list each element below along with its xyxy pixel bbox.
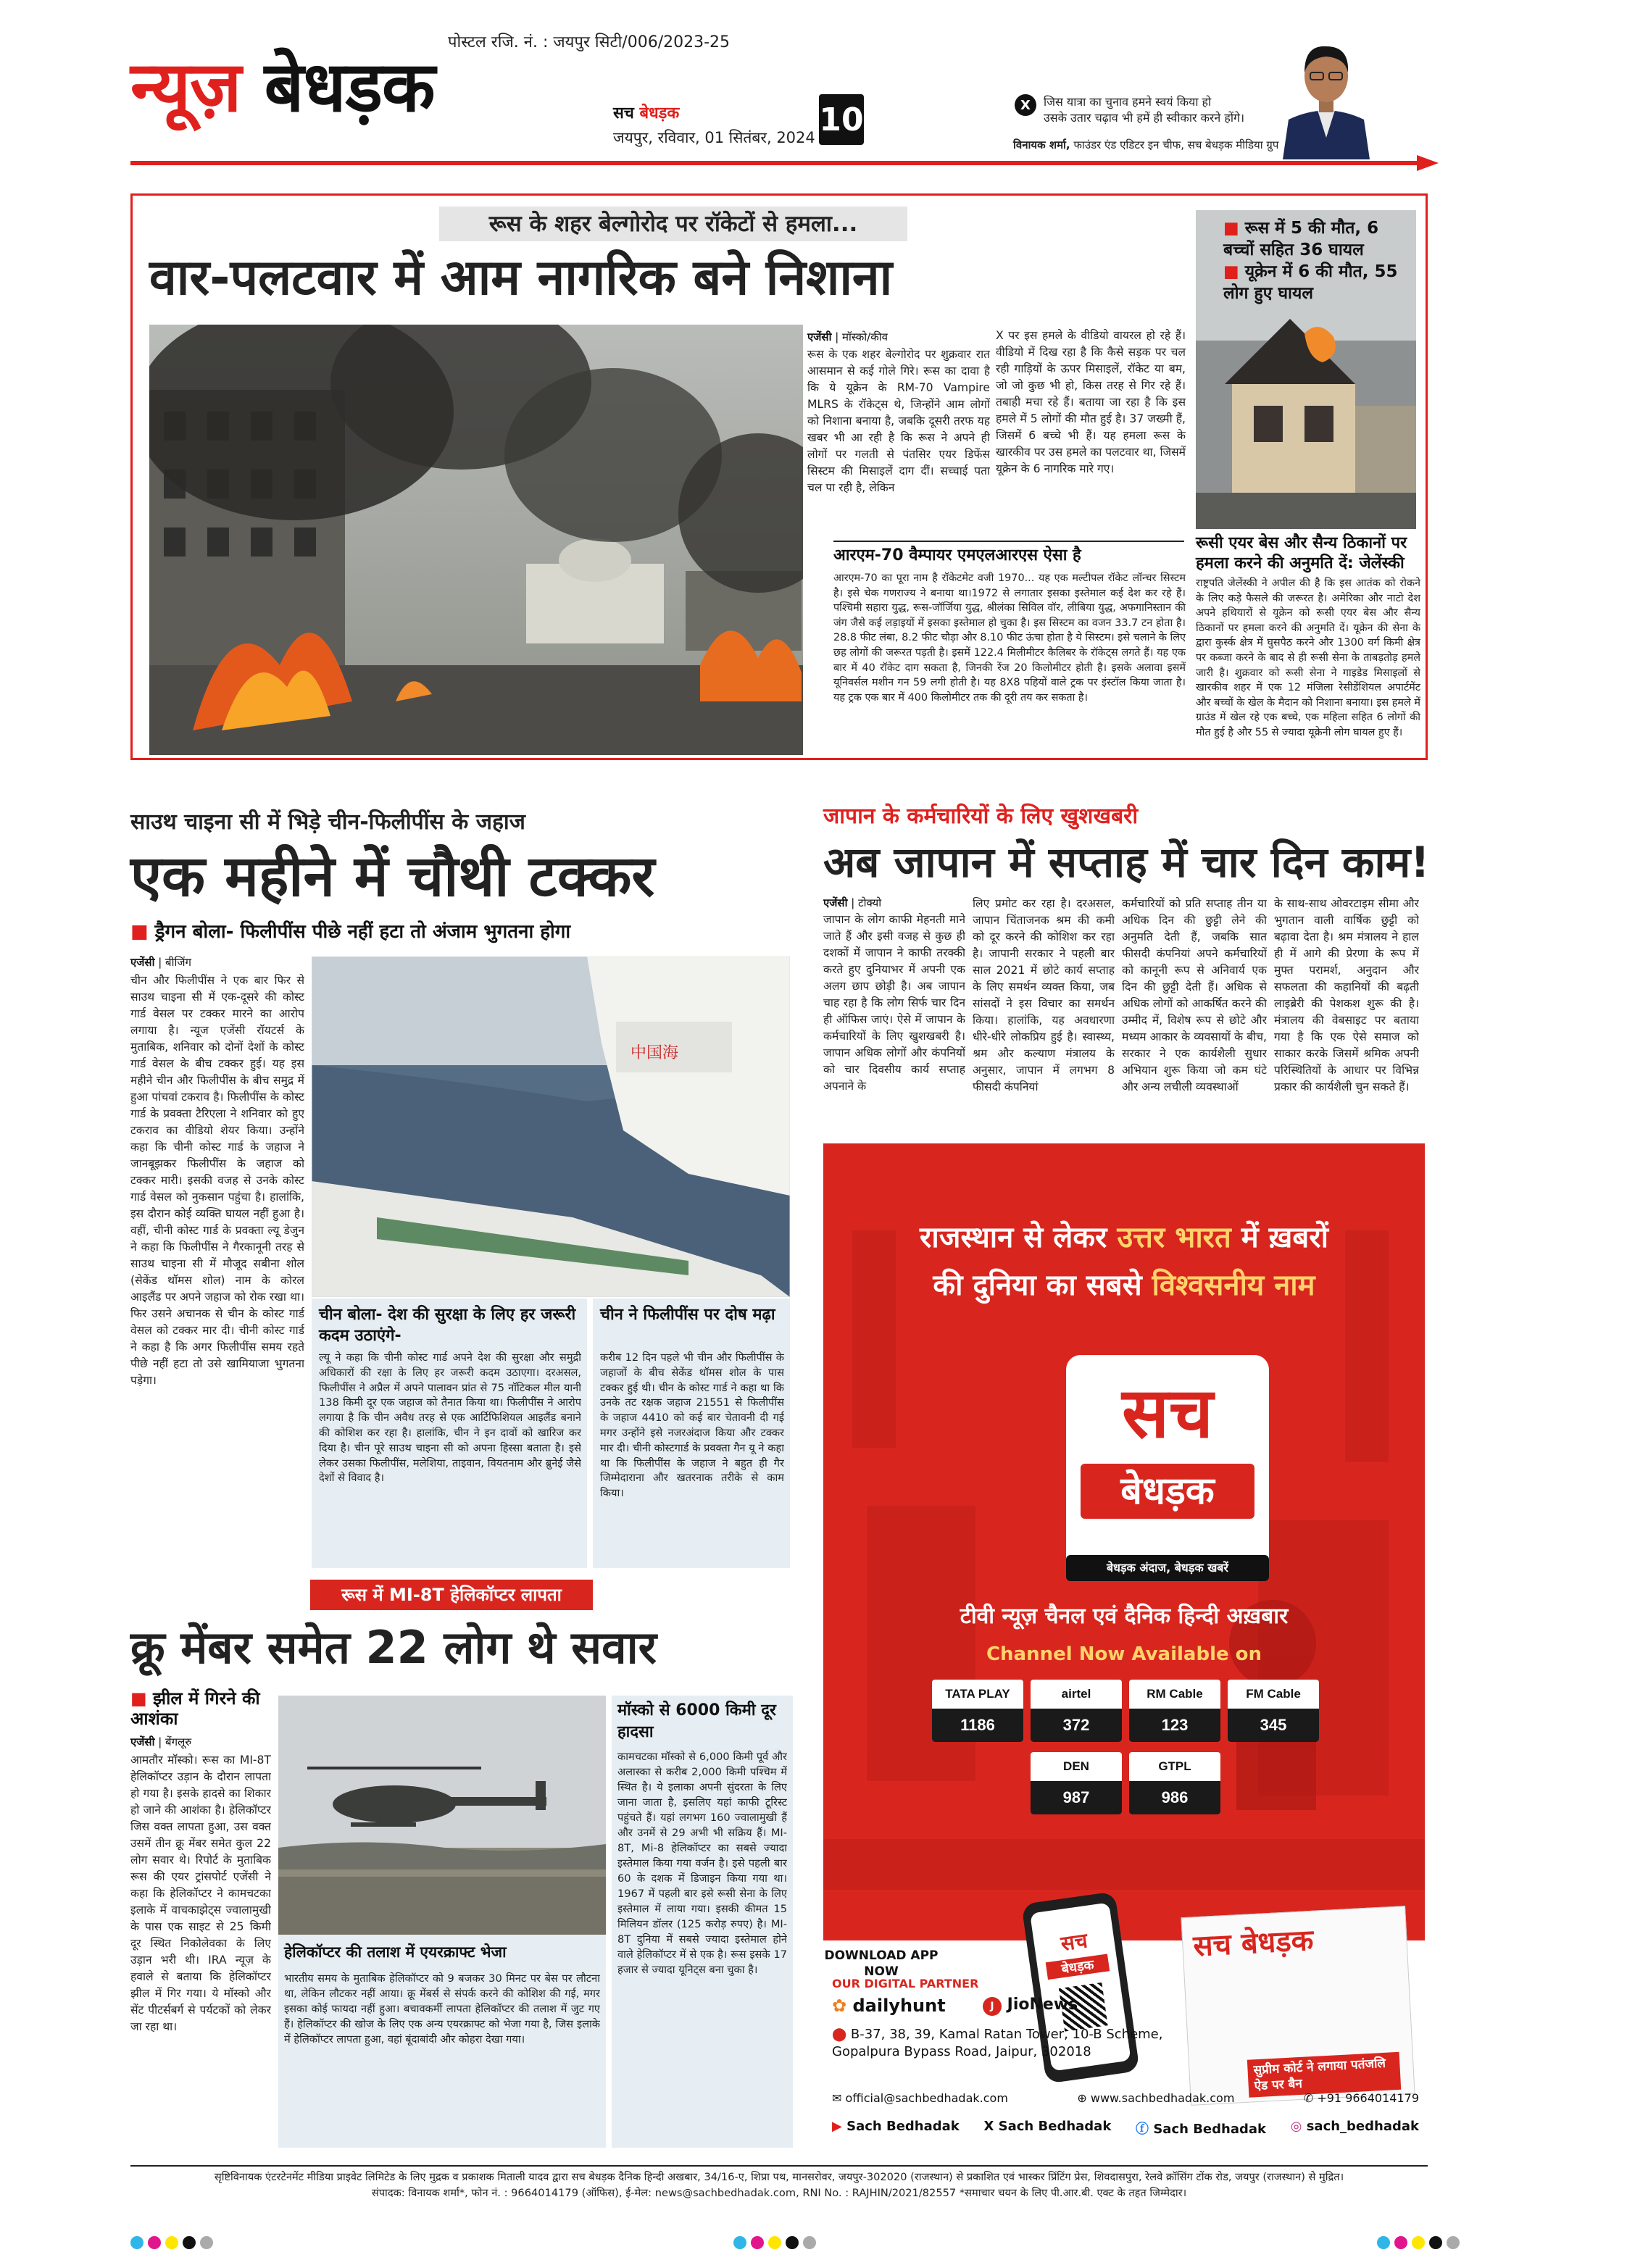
registration-dots-left: [130, 2236, 217, 2252]
channel-card: [1129, 1752, 1220, 1814]
ad-download-label: DOWNLOAD APP NOW: [824, 1948, 939, 1979]
heli-box-text: कामचटका मॉस्को से 6,000 किमी पूर्व और अलास्का से करीब 2,000 किमी पश्चिम में स्थित है। ये इलाका अपनी सुंदरता के लिए जाना जाता है, इसलिए यहां काफी टूरिस्ट पहुंचते हैं। यहां लगभग 160 ज्वालामुखी हैं और उनमें से 29 अभी भी सक्रिय हैं। MI-8T, Mi-8 हेलिकॉप्टर का सबसे ज्यादा इस्तेमाल किया गया वर्जन है। इसे पहली बार 60 के दशक में डिजाइन किया गया था। 1967 में पहली बार इसे रूसी सेना के लिए इस्तेमाल में लाया गया। इसकी कीमत 15 मिलियन डॉलर (125 करोड़ रुपए) है। MI-8T दुनिया में सबसे ज्यादा इस्तेमाल होने वाले हेलिकॉप्टर में से एक है। रूस इसके 17 हजार से ज्यादा यूनिट्स बना चुका है।: [617, 1751, 787, 1976]
editor-name: विनायक शर्मा,: [1013, 138, 1070, 151]
imprint-line-1: सृष्टिविनायक एंटरटेनमेंट मीडिया प्राइवेट लिमिटेड के लिए मुद्रक व प्रकाशक मिताली यादव द्वारा सच बेधड़क दैनिक हिन्दी अखबार, 34/16-ए, शिप्रा पथ, मानसरोवर, जयपुर-302020 (राजस्थान) से प्रकाशित एवं भास्कर प्रिंटिंग प्रेस, शिवदासपुरा, रेलवे क्रॉसिंग टोंक रोड, जयपुर (राजस्थान) से मुद्रित।: [214, 2171, 1344, 2183]
channel-name: airtel: [1061, 1687, 1091, 1701]
editor-quote: [1044, 94, 1244, 126]
youtube-icon: ▶: [832, 2119, 847, 2134]
ad-newspaper-mockup: [1181, 1906, 1415, 2106]
phone-contact: [1304, 2091, 1419, 2105]
tagline-word-2: बेधड़क: [639, 104, 680, 122]
channel-card: [1031, 1752, 1122, 1814]
email-contact: [832, 2091, 1008, 2105]
facebook-text: Sach Bedhadak: [1153, 2122, 1266, 2137]
heli-subhead-text: झील में गिरने की आशंका: [130, 1688, 260, 1729]
casualty-point-2: ■ यूक्रेन में 6 की मौत, 55 लोग हुए घायल: [1223, 262, 1398, 303]
registration-dots-right: [1377, 2236, 1464, 2252]
youtube-handle: [832, 2119, 960, 2138]
zelensky-box-text: राष्ट्रपति जेलेंस्की ने अपील की है कि इस आतंक को रोकने के लिए कड़े फैसले की जरूरत है। अमेरिका और नाटो देश अपने हथियारों से यूक्रेन को रूसी एयर बेस और सैन्य ठिकानों पर हमला करने की अनुमति दें। यूक्रेन की सेना के द्वारा कुर्स्क क्षेत्र में घुसपैठ करने और 1300 वर्ग किमी क्षेत्र पर कब्जा करने के बाद से ही रूसी सेना के ताबड़तोड़ हमले जारी है। शुक्रवार को रूसी सेना ने गाइडेड मिसाइलों से खारकीव शहर में एक 12 मंजिला रेसीडेंशियल अपार्टमेंट और बच्चों के खेल के मैदान को निशाना बनाया। इस हमले में ग्राउंड में खेल रहे एक बच्चे, एक महिला सहित 6 लोगों की मौत हुई है और 55 से ज्यादा यूक्रेनी लोग घायल हुए हैं।: [1196, 578, 1420, 738]
channel-number: 372: [1031, 1709, 1122, 1742]
editor-photo: [1283, 29, 1370, 159]
dateline-place: | टोक्यो: [851, 896, 882, 909]
china-headline: एक महीने में चौथी टक्कर: [130, 844, 655, 909]
zelensky-box-title: रूसी एयर बेस और सैन्य ठिकानों पर हमला करने की अनुमति दें: जेलेंस्की: [1196, 534, 1407, 572]
japan-headline: अब जापान में सप्ताह में चार दिन काम!: [823, 838, 1430, 887]
ad-partner-label: OUR DIGITAL PARTNER: [832, 1977, 979, 1990]
yellow-dot: [1412, 2236, 1425, 2249]
japan-kicker: जापान के कर्मचारियों के लिए खुशखबरी: [823, 804, 1139, 829]
casualty-point-2-text: यूक्रेन में 6 की मौत, 55 लोग हुए घायल: [1223, 262, 1398, 303]
dateline-agency: एजेंसी: [823, 896, 848, 909]
x-text: Sach Bedhadak: [998, 2119, 1112, 2134]
grey-dot: [200, 2236, 213, 2249]
dateline-place: | मॉस्को/कीव: [835, 330, 888, 343]
issue-date: जयपुर, रविवार, 01 सितंबर, 2024: [613, 129, 815, 146]
russia-column-2: X पर इस हमले के वीडियो वायरल हो रहे हैं। वीडियो में दिख रहा है कि कैसे सड़क पर चल रही गाड़ियों के ऊपर मिसाइलें, रॉकेट या बम, जो जो कुछ भी हो, किस तरह से गिर रहे हैं। तबाही मचा रहे हैं। बताया जा रहा है कि इस हमले में 5 लोगों की मौत हुई है। 37 जख्मी हैं, जिसमें 6 बच्चे भी हैं। यह हमला रूस के खारकीव पर उस हमले का पलटवार था, जिसमें यूक्रेन के 6 नागरिक मारे गए।: [996, 329, 1186, 475]
tagline: [613, 101, 679, 123]
instagram-text: sach_bedhadak: [1306, 2119, 1419, 2134]
grey-dot: [1447, 2236, 1460, 2249]
china-column: चीन और फिलीपींस ने एक बार फिर से साउथ चाइना सी में एक-दूसरे की कोस्ट गार्ड वेसल पर टक्कर मारने का आरोप लगाया है। न्यूज एजेंसी रॉयटर्स के मुताबिक, शनिवार को दोनों देशों के कोस्ट गार्ड वेसल के बीच टक्कर हुई। यह इस महीने चीन और फिलीपींस के बीच समुद्र में हुआ पांचवां टकराव है। फिलीपींस के कोस्ट गार्ड के प्रवक्ता टैरिएला ने शनिवार को हुए टकराव का वीडियो शेयर किया। उन्होंने कहा कि चीनी कोस्ट गार्ड के जहाज ने जानबूझकर फिलीपींस के जहाज को टक्कर मारी। इसकी वजह से उनके कोस्ट गार्ड वेसल को नुकसान पहुंचा है। हालांकि, इस दौरान कोई व्यक्ति घायल नहीं हुआ है। वहीं, चीनी कोस्ट गार्ड के प्रवक्ता ल्यू डेजुन ने कहा कि फिलीपींस ने गैरकानूनी तरह से साउथ चाइना सी में मौजूद सबीना शोल (सेकेंड थॉमस शोल) नाम के कोरल आइलैंड पर अपने जहाज को रोक रखा था। फिर उसने अचानक से चीन के कोस्ट गार्ड वेसल को टक्कर मार दी। चीनी कोस्ट गार्ड ने कहा है कि अगर फिलीपींस समय रहते पीछे नहीं हटा तो उसे खामियाजा भुगतना पड़ेगा।: [130, 974, 304, 1387]
x-handle: [984, 2119, 1112, 2138]
japan-column-3: कर्मचारियों को प्रति सप्ताह तीन या अधिक दिन की छुट्टी लेने की अनुमति देती हैं, जबकि सात फीसदी कंपनियां अपने कर्मचारियों को कानूनी रूप से अनिवार्य एक दिन की छुट्टी देती हैं। अधिक से अधिक लोगों को आकर्षित करने की उम्मीद में, विशेष रूप से छोटे और मध्यम आकार के व्यवसायों के बीच, सरकार ने एक कार्यशैली सुधार अभियान शुरू किया जो कम घंटे और अन्य लचीली व्यवस्थाओं: [1122, 897, 1267, 1093]
ad-partner-dailyhunt: [832, 1996, 946, 2016]
sach-bedhadak-advertisement: [823, 1143, 1425, 2148]
cyan-dot: [1377, 2236, 1390, 2249]
paper-mockup-headline: सुप्रीम कोर्ट ने लगाया पतंजलि ऐड पर बैन: [1247, 2052, 1401, 2098]
channel-card: [932, 1680, 1023, 1742]
paper-mockup-title: सच बेधड़क: [1192, 1923, 1315, 1964]
channel-card: [1129, 1680, 1220, 1742]
editor-credit: [1013, 138, 1278, 152]
editor-title: फाउंडर एंड एडिटर इन चीफ, सच बेधड़क मीडिया ग्रुप: [1073, 138, 1279, 151]
phone-text: +91 9664014179: [1317, 2091, 1419, 2105]
website-text: www.sachbedhadak.com: [1090, 2091, 1235, 2105]
ad-line-2-part-a: की दुनिया का सबसे: [933, 1269, 1142, 1302]
ad-line-1-part-b: उत्तर भारत: [1117, 1221, 1231, 1254]
casualty-point-1-text: रूस में 5 की मौत, 6 बच्चों सहित 36 घायल: [1223, 219, 1379, 259]
channel-name: TATA PLAY: [945, 1687, 1010, 1701]
ad-line-1-part-c: में ख़बरों: [1241, 1221, 1328, 1254]
logo-part-news: न्यूज़: [130, 46, 241, 128]
magenta-dot: [751, 2236, 764, 2249]
youtube-text: Sach Bedhadak: [846, 2119, 960, 2134]
masthead-rule: [130, 161, 1428, 165]
phone-logo-top: सच: [1059, 1928, 1089, 1956]
china-box-1-title: चीन बोला- देश की सुरक्षा के लिए हर जरूरी कदम उठाएंगे-: [319, 1306, 576, 1345]
pen-nib-icon: [1417, 155, 1439, 171]
address-text: B-37, 38, 39, Kamal Ratan Tower, 10-B Scheme, Gopalpura Bypass Road, Jaipur, 302018: [832, 2027, 1163, 2059]
japan-dateline: [823, 896, 881, 910]
heli-box-title: मॉस्को से 6000 किमी दूर हादसा: [617, 1701, 776, 1741]
cyan-dot: [130, 2236, 143, 2249]
dailyhunt-icon: ✿: [832, 1996, 847, 2016]
ad-description: टीवी न्यूज़ चैनल एवं दैनिक हिन्दी अख़बार: [960, 1604, 1289, 1629]
partner-1-name: dailyhunt: [852, 1996, 946, 2016]
ship-collision-photo: [312, 956, 790, 1297]
channel-name: GTPL: [1158, 1759, 1191, 1773]
casualty-point-1: ■ रूस में 5 की मौत, 6 बच्चों सहित 36 घायल: [1223, 219, 1379, 259]
dateline-agency: एजेंसी: [130, 956, 155, 969]
jionews-icon: J: [983, 1997, 1002, 2016]
channel-card: [1228, 1680, 1319, 1742]
helicopter-photo: [278, 1696, 606, 1935]
page-number: 10: [819, 94, 864, 145]
quote-line-2: उसके उतार चढ़ाव भी हमें ही स्वीकार करने होंगे।: [1044, 111, 1245, 125]
dateline-agency: एजेंसी: [807, 330, 832, 343]
china-subhead-text: ड्रैगन बोला- फिलीपींस पीछे नहीं हटा तो अंजाम भुगतना होगा: [154, 921, 571, 943]
svg-text:中国海: 中国海: [631, 1044, 679, 1062]
facebook-icon: ⓕ: [1136, 2122, 1154, 2137]
channel-card: [1031, 1680, 1122, 1742]
russia-attack-photo: [149, 325, 803, 755]
black-dot: [786, 2236, 799, 2249]
china-subhead: ■ ड्रैगन बोला- फिलीपींस पीछे नहीं हटा तो अंजाम भुगतना होगा: [130, 921, 571, 943]
ad-line-1-part-a: राजस्थान से लेकर: [920, 1221, 1107, 1254]
russia-dateline: [807, 330, 888, 344]
heli-dateline: [130, 1735, 191, 1749]
x-logo-icon: X: [1015, 94, 1036, 116]
heli-subhead: ■ झील में गिरने की आशंका: [130, 1688, 260, 1729]
ad-logo-bottom: बेधड़क: [1081, 1464, 1254, 1519]
mail-icon: ✉: [832, 2091, 846, 2105]
partner-2-name: JioNews: [1007, 1996, 1078, 2014]
russia-casualty-points: [1223, 217, 1412, 304]
channel-number: 1186: [932, 1709, 1023, 1742]
phone-icon: ✆: [1303, 2091, 1318, 2105]
dateline-agency: एजेंसी: [130, 1735, 155, 1748]
quote-line-1: जिस यात्रा का चुनाव हमने स्वयं किया हो: [1044, 95, 1212, 109]
instagram-handle: [1291, 2119, 1419, 2138]
ad-contact-row: [832, 2091, 1419, 2105]
channel-number: 123: [1129, 1709, 1220, 1742]
rm70-box-title: आरएम-70 वैम्पायर एमएलआरएस ऐसा है: [833, 546, 1081, 564]
channel-number: 345: [1228, 1709, 1319, 1742]
postal-registration: पोस्टल रजि. नं. : जयपुर सिटी/006/2023-25: [448, 33, 731, 51]
website-contact: [1077, 2091, 1234, 2105]
magenta-dot: [1394, 2236, 1407, 2249]
imprint-line-2: संपादक: विनायक शर्मा*, फोन नं. : 9664014179 (ऑफिस), ई-मेल: news@sachbedhadak.com, RNI No. : RAJHIN/2021/82557 *समाचार चयन के लिए पी.आर.बी. एक्ट के तहत जिम्मेदार।: [371, 2187, 1187, 2199]
china-box-1-text: ल्यू ने कहा कि चीनी कोस्ट गार्ड अपने देश की सुरक्षा और समुद्री अधिकारों की रक्षा के लिए हर जरूरी कदम उठाएगा। दरअसल, फिलीपींस ने अप्रैल में अपने पालावन प्रांत से 75 नॉटिकल मील यानी 138 किमी दूर एक जहाज को तैनात किया था। फिलीपींस ने आरोप लगाया है कि चीन अवैध तरह से एक आर्टिफिशियल आइलैंड बनाने की कोशिश कर रहा है। हालांकि, चीन ने इन दावों को खारिज कर दिया है। चीन पूरे साउथ चाइना सी को अपना हिस्सा बताता है। इसे लेकर उसका फिलीपींस, मलेशिया, ताइवान, वियतनाम और ब्रुनेई जैसे देशों से विवाद है।: [319, 1351, 581, 1485]
russia-kicker: रूस के शहर बेल्गोरोद पर रॉकेटों से हमला...: [439, 207, 907, 241]
yellow-dot: [165, 2236, 178, 2249]
ad-headline-line-2: [823, 1264, 1425, 1307]
rm70-box-text: आरएम-70 का पूरा नाम है रॉकेटमेट वजी 1970... यह एक मल्टीपल रॉकेट लॉन्चर सिस्टम है। इसे चेक गणराज्य ने बनाया था।1972 से लगातार इसका इस्तेमाल कई देश कर रहे हैं। पश्चिमी सहारा युद्ध, रूस-जॉर्जिया युद्ध, श्रीलंका सिविल वॉर, लीबिया युद्ध, अफगानिस्तान की जंग जैसे कई लड़ाइयों में इसका इस्तेमाल हो चुका है। इस सिस्टम का वजन 33.7 टन होता है। 28.8 फीट लंबा, 8.2 फीट चौड़ा और 8.10 फीट ऊंचा होता है ये सिस्टम। इसे चलाने के लिए छह लोगों की जरूरत पड़ती है। इसमें 122.4 मिलीमीटर कैलिबर के रॉकेट्स लगते हैं। यह एक बार में 40 रॉकेट दाग सकता है, जिनकी रेंज 20 किलोमीटर होती है। इसके अलावा इसमें यूनिवर्सल मशीन गन 59 लगी होती है। यह 8X8 पहियों वाले ट्रक पर इंस्टॉल किया जाता है। यह ट्रक एक बार में 400 किलोमीटर तक की दूरी तय कर सकता है।: [833, 572, 1186, 704]
china-kicker: साउथ चाइना सी में भिड़े चीन-फिलीपींस के जहाज: [130, 809, 525, 835]
heli-caption-title: हेलिकॉप्टर की तलाश में एयरक्राफ्ट भेजा: [284, 1943, 507, 1961]
japan-column-1: जापान के लोग काफी मेहनती माने जाते हैं और इसी वजह से कुछ ही दशकों में जापान ने काफी तरक्की करते हुए दुनियाभर में अपनी एक अलग छाप छोड़ी है। अब जापान चाह रहा है कि लोग सिर्फ चार दिन ही ऑफिस जाएं। ऐसे में जापान के कर्मचारियों के लिए खुशखबरी है। जापान अधिक लोगों और कंपनियों को चार दिवसीय कार्य सप्ताह अपनाने के: [823, 913, 965, 1093]
footer-rule: [130, 2165, 1428, 2167]
channel-number: 987: [1031, 1781, 1122, 1814]
china-box-2-text: करीब 12 दिन पहले भी चीन और फिलीपींस के जहाजों के बीच सेकेंड थॉमस शोल के पास टक्कर हुई थी। चीन के कोस्ट गार्ड ने कहा था कि उनके तट रक्षक जहाज 21551 से फिलीपींस के जहाज 4410 को कई बार चेतावनी दी गई मगर उन्होंने इसे नजरअंदाज किया और टक्कर मार दी। चीनी कोस्टगार्ड के प्रवक्ता गैन यू ने कहा था कि फिलीपींस के जहाज ने बहुत ही गैर जिम्मेदाराना और खतरनाक तरीके से काम किया।: [600, 1351, 784, 1500]
ad-address: [832, 2026, 1173, 2061]
ad-channel-header: Channel Now Available on: [986, 1643, 1262, 1665]
ad-partner-jionews: [983, 1996, 1078, 2016]
black-dot: [183, 2236, 196, 2249]
registration-dots-center: [733, 2236, 820, 2252]
russia-column-1: रूस के एक शहर बेल्गोरोद पर शुक्रवार रात आसमान से कई गोले गिरे। रूस का दावा है कि ये यूक्रेन के RM-70 Vampire MLRS के रॉकेट्स थे, जिन्होंने आम लोगों को निशाना बनाया है, जबकि दूसरी तरफ यह खबर भी आ रही है कि रूस ने अपने ही लोगों पर गलती से पंतसिर एयर डिफेंस सिस्टम की मिसाइलें दाग दीं। सच्चाई पता चल पा रही है, लेकिन: [807, 348, 990, 494]
ad-logo-tagline: बेधड़क अंदाज, बेधड़क खबरें: [1066, 1555, 1269, 1581]
japan-column-2: लिए प्रमोट कर रहा है। दरअसल, जापान चिंताजनक श्रम की कमी को दूर करने की कोशिश कर रहा है। जापानी सरकार ने पहली बार साल 2021 में छोटे कार्य सप्ताह के लिए समर्थन व्यक्त किया, जब सांसदों ने इस विचार का समर्थन किया। हालांकि, यह अवधारणा धीरे-धीरे लोकप्रिय हुई है। स्वास्थ्य, श्रम और कल्याण मंत्रालय के अनुसार, जापान में लगभग 8 फीसदी कंपनियां: [973, 897, 1115, 1093]
tagline-word-1: सच: [613, 104, 634, 122]
ad-line-2-part-b: विश्वसनीय नाम: [1152, 1269, 1315, 1302]
magenta-dot: [148, 2236, 161, 2249]
dateline-place: | बीजिंग: [158, 956, 191, 969]
facebook-handle: [1136, 2119, 1266, 2138]
channel-name: FM Cable: [1246, 1687, 1301, 1701]
dateline-place: | बेंगलूरु: [158, 1735, 192, 1748]
logo-part-bedhadak: बेधड़क: [264, 46, 435, 128]
russia-headline: वार-पलटवार में आम नागरिक बने निशाना: [149, 249, 893, 307]
channel-name: DEN: [1063, 1759, 1089, 1773]
rm70-box-rule: [833, 541, 1184, 542]
heli-headline: क्रू मेंबर समेत 22 लोग थे सवार: [130, 1621, 657, 1674]
yellow-dot: [768, 2236, 781, 2249]
globe-icon: ⊕: [1077, 2091, 1091, 2105]
japan-column-4: के साथ-साथ ओवरटाइम सीमा और भुगतान वाली वार्षिक छुट्टी को बढ़ावा देता है। श्रम मंत्रालय ने हाल ही में आगे की प्रेरणा के रूप में मुफ्त परामर्श, अनुदान और सफलता की कहानियों की बढ़ती लाइब्रेरी की पेशकश शुरू की है। मंत्रालय की वेबसाइट पर बताया गया है कि एक ऐसे समाज को साकार करके जिसमें श्रमिक अपनी परिस्थितियों के आधार पर विभिन्न प्रकार की कार्यशैली चुन सकते हैं।: [1274, 897, 1419, 1093]
ad-logo-top: सच: [1122, 1372, 1213, 1454]
phone-logo-bottom: बेधड़क: [1046, 1954, 1110, 1980]
heli-kicker: रूस में MI-8T हेलिकॉप्टर लापता: [310, 1580, 593, 1610]
heli-column: आमतौर मॉस्को। रूस का MI-8T हेलिकॉप्टर उड़ान के दौरान लापता हो गया है। इसके हादसे का शिकार हो जाने की आशंका है। हेलिकॉप्टर जिस वक्त लापता हुआ, उस वक्त उसमें तीन क्रू मेंबर समेत कुल 22 लोग सवार थे। रिपोर्ट के मुताबिक रूस की एयर ट्रांसपोर्ट एजेंसी ने कहा कि हेलिकॉप्टर ने कामचटका इलाके में वाचकाझेट्स ज्वालामुखी के पास एक साइट से 25 किमी दूर स्थित निकोलेवका के लिए उड़ान भरी थी। IRA न्यूज़ के हवाले से बताया कि हेलिकॉप्टर झील में गिर गया। ये मॉस्को और सेंट पीटर्सबर्ग से पर्यटकों को लेकर जा रहा था।: [130, 1754, 271, 2033]
x-icon: X: [983, 2119, 999, 2134]
china-box-2-title: चीन ने फिलीपींस पर दोष मढ़ा: [600, 1306, 775, 1324]
channel-number: 986: [1129, 1781, 1220, 1814]
heli-caption-text: भारतीय समय के मुताबिक हेलिकॉप्टर को 9 बजकर 30 मिनट पर बेस पर लौटना था, लेकिन लौटकर नहीं आया। क्रू मेंबर्स से संपर्क करने की कोशिश की गई, मगर इसका कोई फायदा नहीं हुआ। बचावकर्मी लापता हेलिकॉप्टर की तलाश में जुट गए हैं। हेलिकॉप्टर की खोज के लिए एक अन्य एयरक्राफ्ट को भेजा गया है, जिस इलाके में हेलिकॉप्टर लापता हुआ, वहां बूंदाबांदी और कोहरा देखा गया।: [284, 1972, 600, 2046]
grey-dot: [803, 2236, 816, 2249]
ad-headline-line-1: [823, 1216, 1425, 1259]
ad-channel-logo: [1066, 1355, 1269, 1572]
channel-name: RM Cable: [1147, 1687, 1203, 1701]
instagram-icon: ◎: [1290, 2119, 1307, 2134]
location-pin-icon: ⬤: [832, 2027, 851, 2042]
china-dateline: [130, 955, 191, 970]
newspaper-logo: [130, 43, 435, 130]
cyan-dot: [733, 2236, 746, 2249]
email-text: official@sachbedhadak.com: [845, 2091, 1008, 2105]
ad-social-row: [832, 2119, 1419, 2138]
black-dot: [1429, 2236, 1442, 2249]
